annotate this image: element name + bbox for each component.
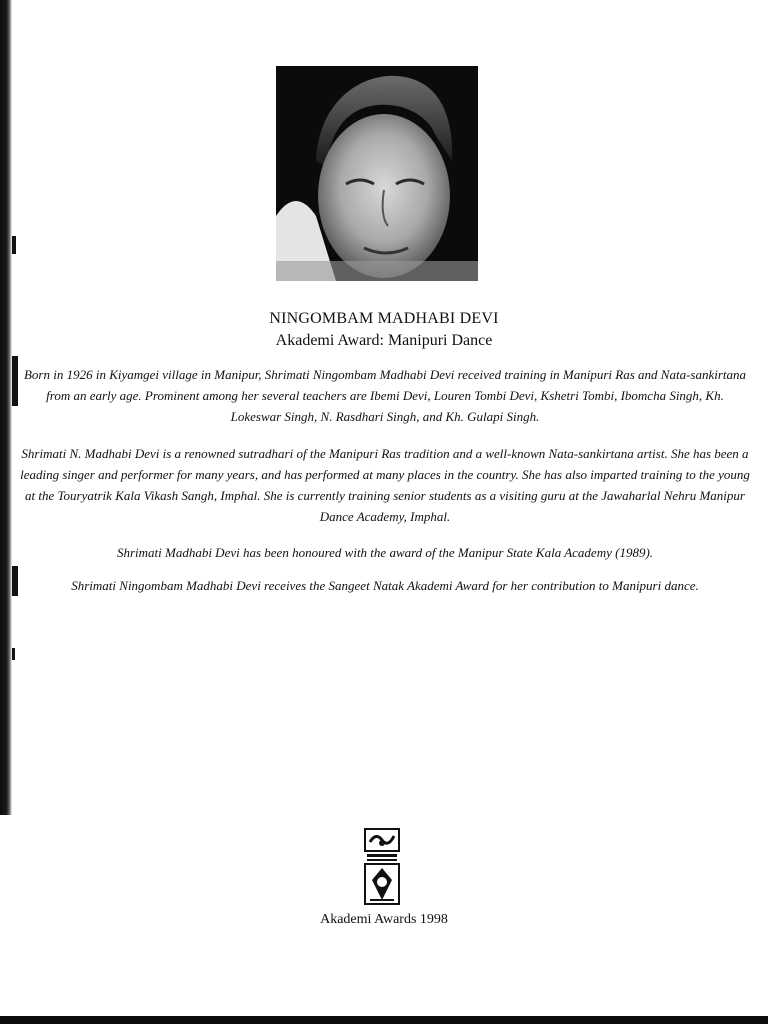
akademi-emblem-icon — [364, 828, 400, 906]
footer-label: Akademi Awards 1998 — [320, 912, 448, 927]
portrait-icon — [276, 66, 478, 281]
award-title: Akademi Award: Manipuri Dance — [275, 332, 493, 349]
scan-edge-mark — [12, 566, 18, 596]
biography-paragraph: Born in 1926 in Kiyamgei village in Manipur, Shrimati Ningombam Madhabi Devi received training in Manipuri Ras and Nata-sankirtana from an early age. Prominent among her several teachers are Ibemi Devi, Louren Tombi Devi, Kshetri Tombi, Ibomcha Singh, Kh. Lokeswar Singh, N. Rasdhari Singh, and Kh. Gulapi Singh. — [23, 367, 747, 424]
portrait-photo — [276, 66, 478, 281]
career-paragraph: Shrimati N. Madhabi Devi is a renowned sutradhari of the Manipuri Ras tradition and a well-known Nata-sankirtana artist. She has been a leading singer and performer for many years, and has performed at many places in the country. She has also imparted training to the young at the Touryatrik Kala Vikash Sangh, Imphal. She is currently training senior students as a visiting guru at the Jawaharlal Nehru Manipur Dance Academy, Imphal. — [20, 446, 750, 524]
scan-edge-mark — [12, 648, 15, 660]
honours-paragraph: Shrimati Madhabi Devi has been honoured with the award of the Manipur State Kala Academy (1989). — [116, 545, 654, 560]
scan-binding-edge — [0, 0, 12, 815]
scan-edge-mark — [12, 236, 16, 254]
artist-name: NINGOMBAM MADHABI DEVI — [269, 310, 499, 327]
award-paragraph: Shrimati Ningombam Madhabi Devi receives the Sangeet Natak Akademi Award for her contribution to Manipuri dance. — [71, 578, 699, 593]
scan-edge-mark — [12, 356, 18, 406]
scan-bottom-edge — [0, 1016, 768, 1024]
